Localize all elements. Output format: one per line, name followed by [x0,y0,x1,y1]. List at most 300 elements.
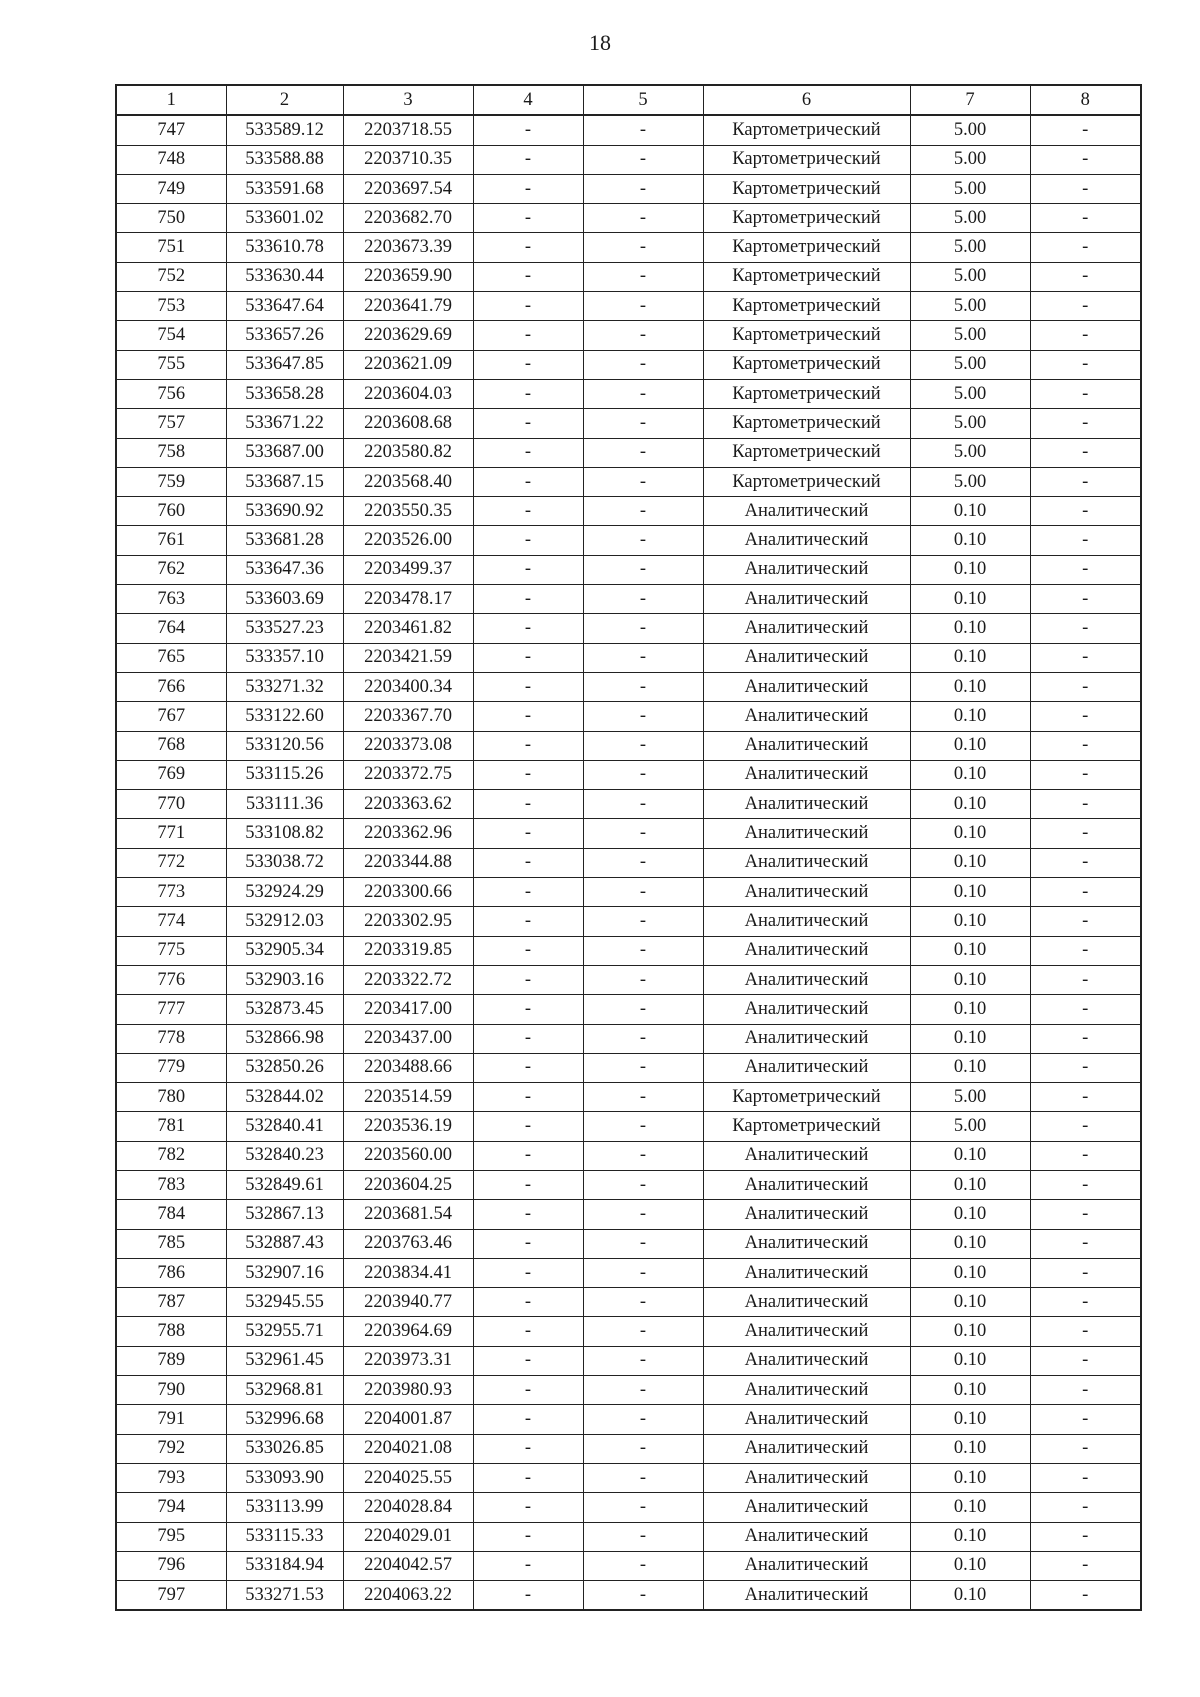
x-coordinate-cell: 532887.43 [226,1229,343,1258]
table-row [116,1581,1141,1611]
x-coordinate-cell: 533658.28 [226,379,343,408]
point-number-cell: 757 [116,409,226,438]
y-coordinate-cell: 2203629.69 [343,321,473,350]
column-8-cell: - [1030,1200,1141,1229]
accuracy-cell: 5.00 [910,204,1030,233]
accuracy-cell: 0.10 [910,1581,1030,1611]
y-coordinate-cell: 2203940.77 [343,1288,473,1317]
column-header-1: 1 [116,85,226,115]
point-number-cell: 768 [116,731,226,760]
point-number-cell: 795 [116,1522,226,1551]
point-number-cell: 753 [116,292,226,321]
y-coordinate-cell: 2203400.34 [343,672,473,701]
column-4-cell: - [473,585,583,614]
x-coordinate-cell: 532867.13 [226,1200,343,1229]
y-coordinate-cell: 2203681.54 [343,1200,473,1229]
accuracy-cell: 0.10 [910,965,1030,994]
point-number-cell: 786 [116,1258,226,1287]
x-coordinate-cell: 533603.69 [226,585,343,614]
column-8-cell: - [1030,760,1141,789]
x-coordinate-cell: 533115.33 [226,1522,343,1551]
column-4-cell: - [473,233,583,262]
method-cell: Аналитический [703,936,910,965]
point-number-cell: 782 [116,1141,226,1170]
x-coordinate-cell: 533184.94 [226,1551,343,1580]
column-header-2: 2 [226,85,343,115]
column-5-cell: - [583,1463,703,1492]
x-coordinate-cell: 532849.61 [226,1170,343,1199]
method-cell: Картометрический [703,145,910,174]
column-8-cell: - [1030,174,1141,203]
table-row [116,585,1141,614]
column-8-cell: - [1030,1024,1141,1053]
column-8-cell: - [1030,497,1141,526]
column-header-8: 8 [1030,85,1141,115]
method-cell: Картометрический [703,379,910,408]
point-number-cell: 751 [116,233,226,262]
column-5-cell: - [583,702,703,731]
table-row [116,819,1141,848]
accuracy-cell: 0.10 [910,643,1030,672]
column-5-cell: - [583,1405,703,1434]
accuracy-cell: 0.10 [910,1463,1030,1492]
method-cell: Аналитический [703,1581,910,1611]
y-coordinate-cell: 2203763.46 [343,1229,473,1258]
x-coordinate-cell: 533671.22 [226,409,343,438]
x-coordinate-cell: 533357.10 [226,643,343,672]
column-8-cell: - [1030,819,1141,848]
column-5-cell: - [583,555,703,584]
column-8-cell: - [1030,1170,1141,1199]
method-cell: Аналитический [703,1288,910,1317]
method-cell: Аналитический [703,1229,910,1258]
table-row [116,262,1141,291]
method-cell: Аналитический [703,760,910,789]
column-5-cell: - [583,467,703,496]
y-coordinate-cell: 2203604.03 [343,379,473,408]
column-5-cell: - [583,1434,703,1463]
point-number-cell: 770 [116,790,226,819]
method-cell: Картометрический [703,438,910,467]
accuracy-cell: 0.10 [910,995,1030,1024]
y-coordinate-cell: 2204001.87 [343,1405,473,1434]
column-4-cell: - [473,350,583,379]
x-coordinate-cell: 533687.15 [226,467,343,496]
accuracy-cell: 5.00 [910,379,1030,408]
column-5-cell: - [583,1581,703,1611]
table-row [116,907,1141,936]
point-number-cell: 766 [116,672,226,701]
y-coordinate-cell: 2204028.84 [343,1493,473,1522]
x-coordinate-cell: 533657.26 [226,321,343,350]
table-row [116,115,1141,145]
method-cell: Картометрический [703,1112,910,1141]
point-number-cell: 759 [116,467,226,496]
accuracy-cell: 0.10 [910,1551,1030,1580]
accuracy-cell: 0.10 [910,731,1030,760]
column-4-cell: - [473,1200,583,1229]
accuracy-cell: 0.10 [910,1288,1030,1317]
column-8-cell: - [1030,438,1141,467]
method-cell: Картометрический [703,262,910,291]
point-number-cell: 781 [116,1112,226,1141]
x-coordinate-cell: 533120.56 [226,731,343,760]
table-row [116,643,1141,672]
table-row [116,1258,1141,1287]
point-number-cell: 767 [116,702,226,731]
column-4-cell: - [473,1053,583,1082]
point-number-cell: 787 [116,1288,226,1317]
column-8-cell: - [1030,1112,1141,1141]
column-5-cell: - [583,1346,703,1375]
column-8-cell: - [1030,878,1141,907]
table-row [116,409,1141,438]
x-coordinate-cell: 533647.85 [226,350,343,379]
accuracy-cell: 0.10 [910,1024,1030,1053]
table-row [116,790,1141,819]
column-5-cell: - [583,1083,703,1112]
y-coordinate-cell: 2203560.00 [343,1141,473,1170]
column-5-cell: - [583,1288,703,1317]
point-number-cell: 750 [116,204,226,233]
accuracy-cell: 5.00 [910,467,1030,496]
x-coordinate-cell: 533108.82 [226,819,343,848]
point-number-cell: 760 [116,497,226,526]
table-row [116,965,1141,994]
x-coordinate-cell: 532968.81 [226,1376,343,1405]
accuracy-cell: 5.00 [910,321,1030,350]
accuracy-cell: 0.10 [910,526,1030,555]
method-cell: Аналитический [703,555,910,584]
column-8-cell: - [1030,1434,1141,1463]
accuracy-cell: 0.10 [910,760,1030,789]
accuracy-cell: 0.10 [910,497,1030,526]
column-8-cell: - [1030,1581,1141,1611]
y-coordinate-cell: 2203697.54 [343,174,473,203]
point-number-cell: 783 [116,1170,226,1199]
x-coordinate-cell: 532912.03 [226,907,343,936]
table-row [116,1551,1141,1580]
x-coordinate-cell: 532996.68 [226,1405,343,1434]
y-coordinate-cell: 2203973.31 [343,1346,473,1375]
x-coordinate-cell: 533527.23 [226,614,343,643]
x-coordinate-cell: 532873.45 [226,995,343,1024]
accuracy-cell: 0.10 [910,614,1030,643]
point-number-cell: 779 [116,1053,226,1082]
column-8-cell: - [1030,907,1141,936]
table-row [116,1083,1141,1112]
column-header-6: 6 [703,85,910,115]
column-5-cell: - [583,1493,703,1522]
x-coordinate-cell: 532945.55 [226,1288,343,1317]
column-4-cell: - [473,643,583,672]
point-number-cell: 789 [116,1346,226,1375]
x-coordinate-cell: 532907.16 [226,1258,343,1287]
y-coordinate-cell: 2204021.08 [343,1434,473,1463]
column-8-cell: - [1030,936,1141,965]
method-cell: Аналитический [703,1376,910,1405]
column-5-cell: - [583,1229,703,1258]
column-4-cell: - [473,292,583,321]
y-coordinate-cell: 2203514.59 [343,1083,473,1112]
table-row [116,233,1141,262]
column-8-cell: - [1030,1405,1141,1434]
point-number-cell: 792 [116,1434,226,1463]
column-8-cell: - [1030,1229,1141,1258]
method-cell: Аналитический [703,1463,910,1492]
method-cell: Аналитический [703,1493,910,1522]
column-8-cell: - [1030,526,1141,555]
x-coordinate-cell: 533647.36 [226,555,343,584]
column-header-7: 7 [910,85,1030,115]
column-4-cell: - [473,1493,583,1522]
accuracy-cell: 0.10 [910,1346,1030,1375]
method-cell: Аналитический [703,965,910,994]
column-4-cell: - [473,262,583,291]
column-5-cell: - [583,233,703,262]
column-4-cell: - [473,1024,583,1053]
point-number-cell: 758 [116,438,226,467]
column-5-cell: - [583,526,703,555]
column-5-cell: - [583,907,703,936]
point-number-cell: 775 [116,936,226,965]
point-number-cell: 774 [116,907,226,936]
point-number-cell: 764 [116,614,226,643]
method-cell: Аналитический [703,614,910,643]
method-cell: Картометрический [703,409,910,438]
column-4-cell: - [473,760,583,789]
y-coordinate-cell: 2203641.79 [343,292,473,321]
method-cell: Аналитический [703,1200,910,1229]
column-5-cell: - [583,292,703,321]
method-cell: Аналитический [703,526,910,555]
accuracy-cell: 0.10 [910,1522,1030,1551]
column-5-cell: - [583,438,703,467]
column-4-cell: - [473,145,583,174]
column-4-cell: - [473,819,583,848]
table-row [116,848,1141,877]
method-cell: Картометрический [703,321,910,350]
column-4-cell: - [473,878,583,907]
x-coordinate-cell: 533591.68 [226,174,343,203]
column-8-cell: - [1030,467,1141,496]
point-number-cell: 790 [116,1376,226,1405]
column-8-cell: - [1030,233,1141,262]
accuracy-cell: 5.00 [910,350,1030,379]
point-number-cell: 752 [116,262,226,291]
x-coordinate-cell: 532850.26 [226,1053,343,1082]
table-row [116,1405,1141,1434]
column-4-cell: - [473,995,583,1024]
point-number-cell: 778 [116,1024,226,1053]
y-coordinate-cell: 2204025.55 [343,1463,473,1492]
method-cell: Аналитический [703,497,910,526]
column-5-cell: - [583,731,703,760]
column-4-cell: - [473,1376,583,1405]
column-header-5: 5 [583,85,703,115]
column-5-cell: - [583,672,703,701]
table-row [116,1522,1141,1551]
x-coordinate-cell: 532905.34 [226,936,343,965]
y-coordinate-cell: 2203461.82 [343,614,473,643]
y-coordinate-cell: 2203659.90 [343,262,473,291]
table-row [116,350,1141,379]
method-cell: Аналитический [703,878,910,907]
column-4-cell: - [473,672,583,701]
table-row [116,878,1141,907]
table-row [116,1493,1141,1522]
method-cell: Аналитический [703,1434,910,1463]
y-coordinate-cell: 2203302.95 [343,907,473,936]
table-row [116,145,1141,174]
table-row [116,1317,1141,1346]
column-4-cell: - [473,555,583,584]
x-coordinate-cell: 533093.90 [226,1463,343,1492]
y-coordinate-cell: 2203373.08 [343,731,473,760]
method-cell: Аналитический [703,1551,910,1580]
y-coordinate-cell: 2203437.00 [343,1024,473,1053]
column-8-cell: - [1030,1346,1141,1375]
y-coordinate-cell: 2203488.66 [343,1053,473,1082]
column-4-cell: - [473,1522,583,1551]
method-cell: Аналитический [703,585,910,614]
point-number-cell: 749 [116,174,226,203]
column-header-3: 3 [343,85,473,115]
y-coordinate-cell: 2203319.85 [343,936,473,965]
column-8-cell: - [1030,555,1141,584]
column-5-cell: - [583,204,703,233]
column-5-cell: - [583,585,703,614]
table-row [116,526,1141,555]
column-4-cell: - [473,526,583,555]
table-row [116,204,1141,233]
method-cell: Аналитический [703,1405,910,1434]
y-coordinate-cell: 2203367.70 [343,702,473,731]
table-row [116,1200,1141,1229]
point-number-cell: 794 [116,1493,226,1522]
accuracy-cell: 0.10 [910,1376,1030,1405]
table-row [116,702,1141,731]
column-4-cell: - [473,1229,583,1258]
point-number-cell: 748 [116,145,226,174]
column-5-cell: - [583,1170,703,1199]
column-header-4: 4 [473,85,583,115]
table-row [116,1170,1141,1199]
column-5-cell: - [583,1317,703,1346]
table-row [116,731,1141,760]
column-8-cell: - [1030,1288,1141,1317]
column-4-cell: - [473,1434,583,1463]
column-5-cell: - [583,350,703,379]
column-8-cell: - [1030,643,1141,672]
column-5-cell: - [583,409,703,438]
column-5-cell: - [583,174,703,203]
point-number-cell: 772 [116,848,226,877]
method-cell: Аналитический [703,672,910,701]
y-coordinate-cell: 2203568.40 [343,467,473,496]
column-4-cell: - [473,115,583,145]
accuracy-cell: 0.10 [910,1229,1030,1258]
x-coordinate-cell: 533122.60 [226,702,343,731]
point-number-cell: 765 [116,643,226,672]
column-4-cell: - [473,438,583,467]
column-4-cell: - [473,321,583,350]
y-coordinate-cell: 2203344.88 [343,848,473,877]
column-8-cell: - [1030,350,1141,379]
point-number-cell: 788 [116,1317,226,1346]
accuracy-cell: 0.10 [910,1405,1030,1434]
y-coordinate-cell: 2203718.55 [343,115,473,145]
column-5-cell: - [583,614,703,643]
column-4-cell: - [473,965,583,994]
point-number-cell: 756 [116,379,226,408]
method-cell: Аналитический [703,907,910,936]
column-4-cell: - [473,1288,583,1317]
column-5-cell: - [583,1551,703,1580]
accuracy-cell: 0.10 [910,1141,1030,1170]
x-coordinate-cell: 532903.16 [226,965,343,994]
y-coordinate-cell: 2203608.68 [343,409,473,438]
column-5-cell: - [583,819,703,848]
table-row [116,1288,1141,1317]
column-8-cell: - [1030,848,1141,877]
method-cell: Картометрический [703,467,910,496]
x-coordinate-cell: 532955.71 [226,1317,343,1346]
column-5-cell: - [583,321,703,350]
accuracy-cell: 5.00 [910,262,1030,291]
accuracy-cell: 5.00 [910,438,1030,467]
column-8-cell: - [1030,1258,1141,1287]
column-4-cell: - [473,497,583,526]
column-8-cell: - [1030,379,1141,408]
column-5-cell: - [583,643,703,672]
table-row [116,1024,1141,1053]
column-5-cell: - [583,995,703,1024]
table-row [116,760,1141,789]
column-8-cell: - [1030,262,1141,291]
column-4-cell: - [473,409,583,438]
y-coordinate-cell: 2203682.70 [343,204,473,233]
accuracy-cell: 0.10 [910,819,1030,848]
table-row [116,1112,1141,1141]
point-number-cell: 784 [116,1200,226,1229]
y-coordinate-cell: 2203478.17 [343,585,473,614]
column-4-cell: - [473,1463,583,1492]
column-4-cell: - [473,1112,583,1141]
column-4-cell: - [473,467,583,496]
table-row [116,995,1141,1024]
column-5-cell: - [583,1522,703,1551]
column-4-cell: - [473,936,583,965]
column-8-cell: - [1030,1141,1141,1170]
y-coordinate-cell: 2203621.09 [343,350,473,379]
point-number-cell: 780 [116,1083,226,1112]
table-row [116,1376,1141,1405]
x-coordinate-cell: 533026.85 [226,1434,343,1463]
method-cell: Аналитический [703,1170,910,1199]
accuracy-cell: 0.10 [910,936,1030,965]
column-5-cell: - [583,965,703,994]
column-5-cell: - [583,760,703,789]
column-8-cell: - [1030,965,1141,994]
column-4-cell: - [473,174,583,203]
point-number-cell: 777 [116,995,226,1024]
column-4-cell: - [473,1581,583,1611]
column-4-cell: - [473,1141,583,1170]
column-8-cell: - [1030,1376,1141,1405]
column-8-cell: - [1030,585,1141,614]
x-coordinate-cell: 533271.32 [226,672,343,701]
